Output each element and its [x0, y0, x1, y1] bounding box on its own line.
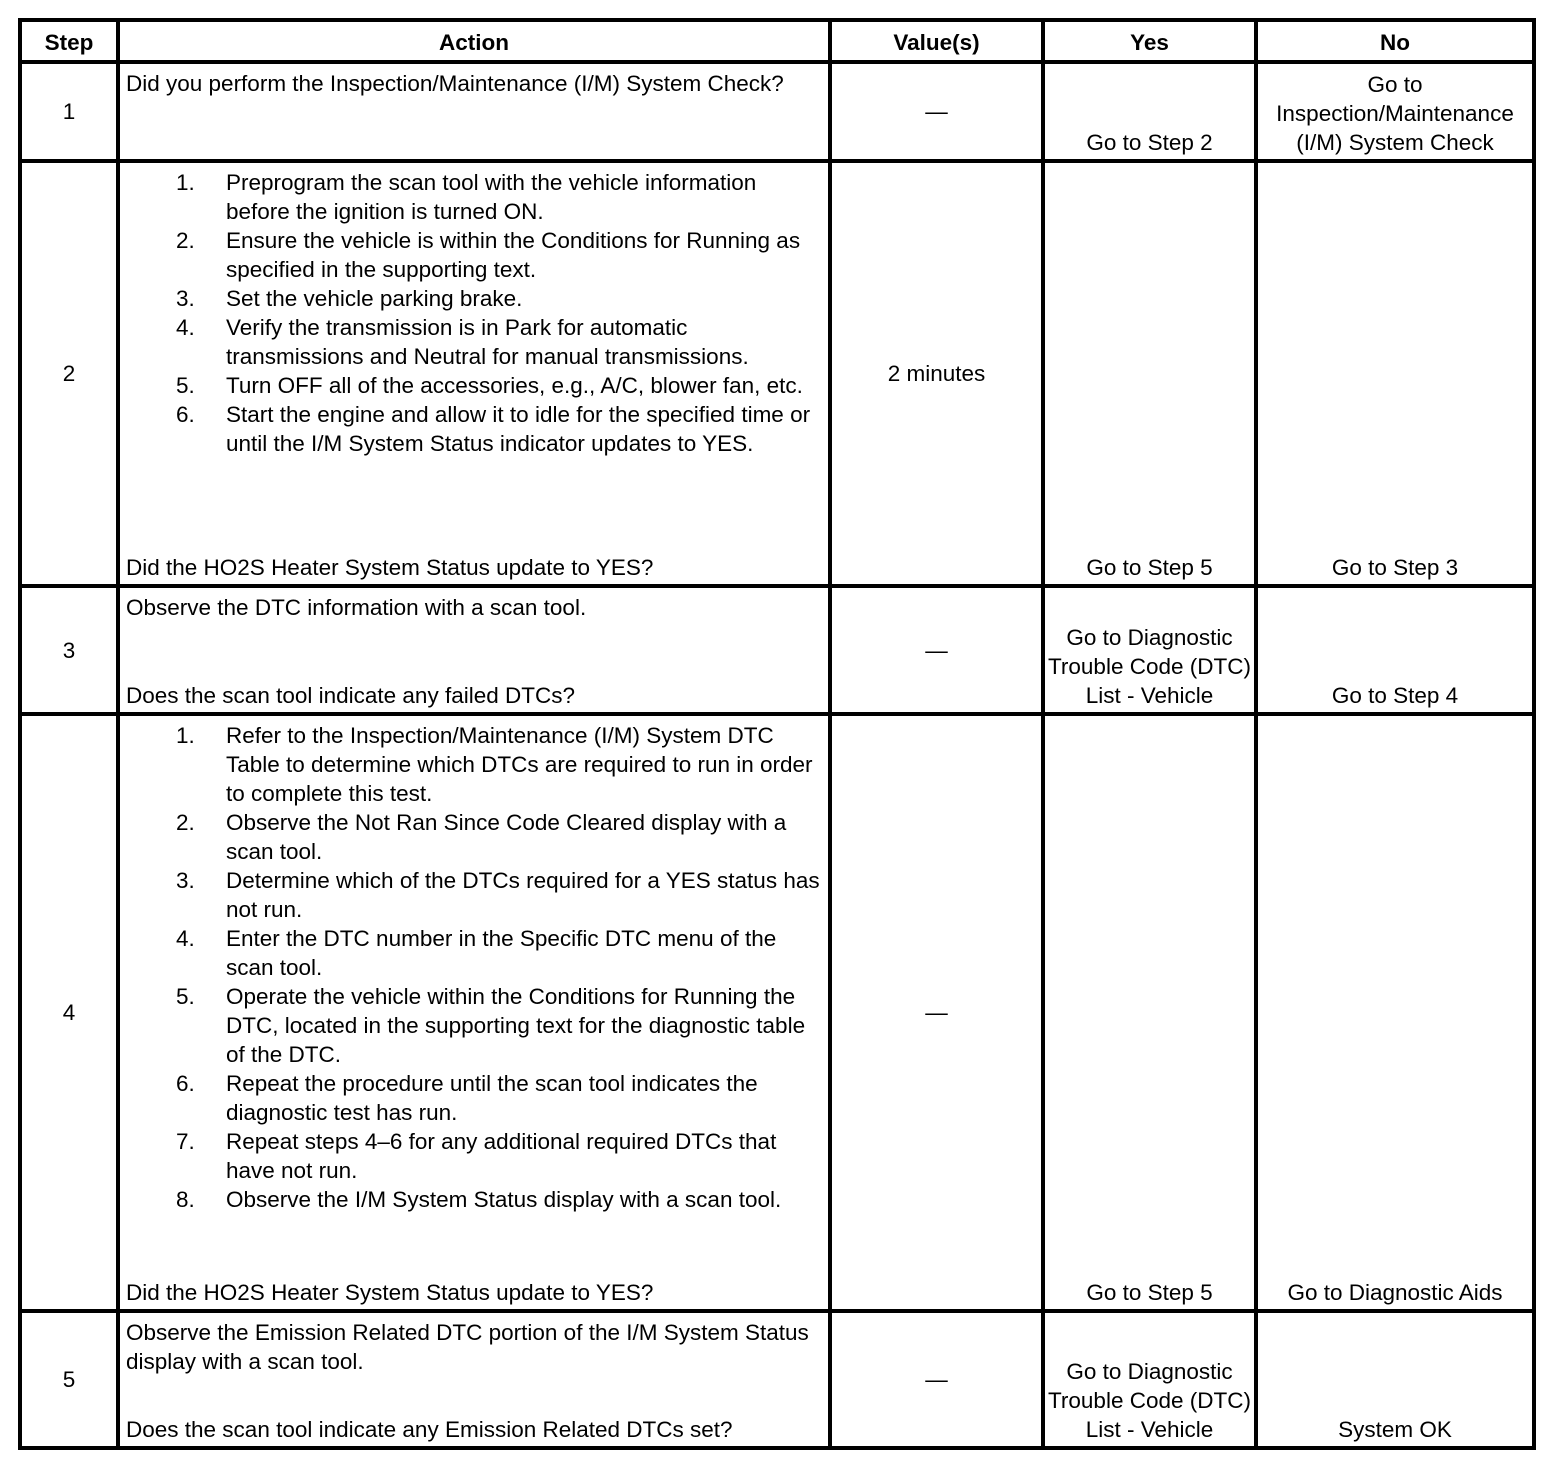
value-cell: —: [830, 714, 1043, 1311]
action-cell: [118, 161, 830, 586]
header-step: Step: [20, 20, 118, 62]
action-text: Observe the DTC information with a scan tool.: [126, 595, 587, 620]
question-text: Does the scan tool indicate any Emission Related DTCs set?: [126, 1417, 733, 1442]
step-number: 5: [20, 1311, 118, 1448]
question-text: Does the scan tool indicate any failed DTCs?: [126, 683, 575, 708]
table-row: [20, 714, 1534, 1311]
step-number: 1: [20, 62, 118, 161]
no-cell: Go to Diagnostic Aids: [1256, 714, 1534, 1311]
action-cell: [118, 714, 830, 1311]
list-item: 1. Refer to the Inspection/Maintenance (I/M) System DTC Table to determine which DTCs are required to run in order to complete this test.: [176, 723, 813, 806]
list-item: 7. Repeat steps 4–6 for any additional required DTCs that have not run.: [176, 1129, 777, 1183]
header-yes: Yes: [1043, 20, 1256, 62]
table-row: [20, 1311, 1534, 1448]
procedure-list: [126, 168, 824, 458]
question-text: Did the HO2S Heater System Status update to YES?: [126, 1280, 654, 1305]
no-cell: Go to Step 3: [1256, 161, 1534, 586]
procedure-list: [126, 721, 824, 1214]
list-item: 6. Repeat the procedure until the scan tool indicates the diagnostic test has run.: [176, 1071, 758, 1125]
step-number: 2: [20, 161, 118, 586]
list-item: 8. Observe the I/M System Status display with a scan tool.: [176, 1187, 782, 1212]
list-item: 2. Observe the Not Ran Since Code Cleared display with a scan tool.: [176, 810, 787, 864]
value-cell: —: [830, 586, 1043, 714]
value-cell: 2 minutes: [830, 161, 1043, 586]
header-row: [20, 20, 1534, 62]
yes-cell: Go to Diagnostic Trouble Code (DTC) List - Vehicle: [1043, 1311, 1256, 1448]
header-action: Action: [118, 20, 830, 62]
list-item: 2. Ensure the vehicle is within the Conditions for Running as specified in the supporting text.: [176, 228, 801, 282]
list-item: 6. Start the engine and allow it to idle for the specified time or until the I/M System Status indicator updates to YES.: [176, 402, 811, 456]
table-row: [20, 586, 1534, 714]
no-cell: Go to Step 4: [1256, 586, 1534, 714]
action-cell: [118, 62, 830, 161]
yes-cell: Go to Diagnostic Trouble Code (DTC) List - Vehicle: [1043, 586, 1256, 714]
no-cell: System OK: [1256, 1311, 1534, 1448]
list-item: 1. Preprogram the scan tool with the vehicle information before the ignition is turned ON.: [176, 170, 757, 224]
header-values: Value(s): [830, 20, 1043, 62]
table-row: [20, 161, 1534, 586]
yes-cell: Go to Step 5: [1043, 714, 1256, 1311]
action-text: Observe the Emission Related DTC portion of the I/M System Status display with a scan tool.: [126, 1320, 809, 1374]
yes-cell: Go to Step 2: [1043, 62, 1256, 161]
value-cell: —: [830, 62, 1043, 161]
list-item: 5. Operate the vehicle within the Conditions for Running the DTC, located in the supporting text for the diagnostic table of the DTC.: [176, 984, 806, 1067]
action-cell: [118, 1311, 830, 1448]
diagnostic-table: [18, 18, 1536, 1450]
yes-cell: Go to Step 5: [1043, 161, 1256, 586]
list-item: 4. Verify the transmission is in Park for automatic transmissions and Neutral for manual transmissions.: [176, 315, 749, 369]
table-row: [20, 62, 1534, 161]
step-number: 3: [20, 586, 118, 714]
list-item: 3. Set the vehicle parking brake.: [176, 286, 523, 311]
value-cell: —: [830, 1311, 1043, 1448]
no-cell: Go to Inspection/Maintenance (I/M) System Check: [1256, 62, 1534, 161]
list-item: 3. Determine which of the DTCs required for a YES status has not run.: [176, 868, 820, 922]
list-item: 5. Turn OFF all of the accessories, e.g., A/C, blower fan, etc.: [176, 373, 803, 398]
action-cell: [118, 586, 830, 714]
list-item: 4. Enter the DTC number in the Specific DTC menu of the scan tool.: [176, 926, 777, 980]
step-number: 4: [20, 714, 118, 1311]
action-text: Did you perform the Inspection/Maintenance (I/M) System Check?: [126, 71, 784, 96]
header-no: No: [1256, 20, 1534, 62]
question-text: Did the HO2S Heater System Status update to YES?: [126, 555, 654, 580]
